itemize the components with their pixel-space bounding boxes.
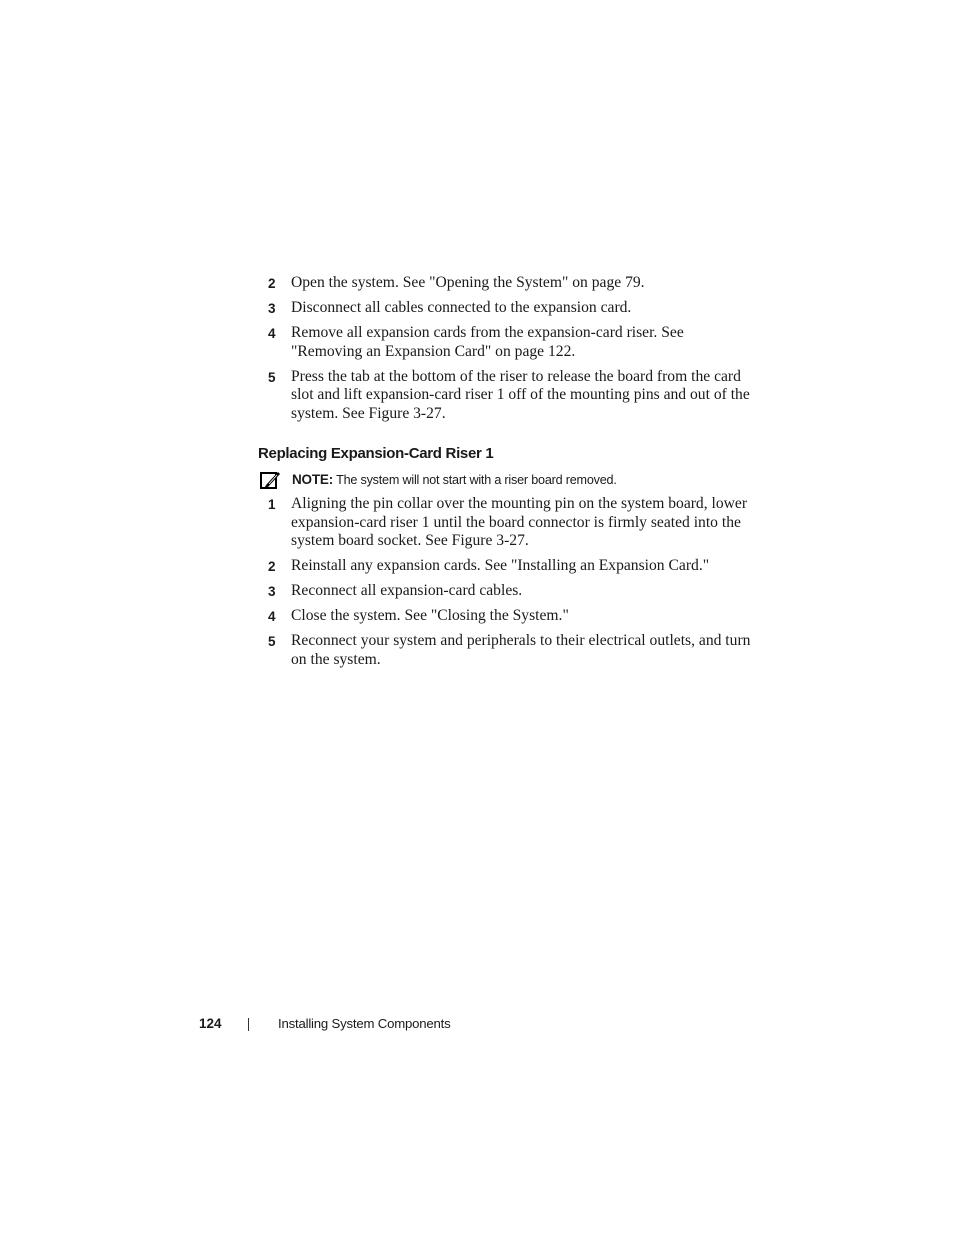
list-item (258, 495, 758, 551)
list-item (258, 632, 758, 669)
step-number: 3 (268, 584, 276, 600)
step-number: 2 (268, 276, 276, 291)
list-item (258, 582, 758, 601)
footer-separator (248, 1018, 249, 1031)
step-number: 5 (268, 369, 276, 385)
replacement-steps-list (258, 495, 758, 670)
note-box (258, 471, 758, 489)
footer-section-title: Installing System Components (278, 1016, 451, 1031)
section-heading: Replacing Expansion-Card Riser 1 (258, 444, 494, 462)
list-item (258, 607, 758, 626)
page-content (258, 274, 758, 676)
removal-steps-list (258, 274, 758, 424)
step-number: 2 (268, 559, 276, 575)
step-number: 3 (268, 301, 276, 316)
note-pencil-icon (260, 470, 281, 490)
step-number: 1 (268, 496, 276, 512)
step-number: 4 (268, 609, 276, 625)
step-text: Disconnect all cables connected to the expansion card. (291, 299, 632, 316)
list-item (258, 324, 758, 361)
step-text: Reconnect all expansion-card cables. (291, 582, 523, 600)
note-label: NOTE: (292, 471, 333, 487)
list-item (258, 274, 758, 293)
step-number: 4 (268, 326, 276, 341)
note-text: The system will not start with a riser board removed. (333, 472, 617, 487)
step-number: 5 (268, 634, 276, 650)
step-text: Close the system. See "Closing the System." (291, 607, 569, 625)
list-item (258, 557, 758, 576)
list-item (258, 368, 758, 424)
step-text: Press the tab at the bottom of the riser to release the board from the card slot and lift expansion-card riser 1 off of the mounting pins and out of the system. See Figure 3-27. (291, 367, 750, 423)
step-text: Open the system. See "Opening the System" on page 79. (291, 274, 645, 291)
step-text: Reconnect your system and peripherals to their electrical outlets, and turn on the system. (291, 632, 751, 668)
page-number: 124 (199, 1016, 222, 1031)
step-text: Aligning the pin collar over the mounting pin on the system board, lower expansion-card riser 1 until the board connector is firmly seated into the system board socket. See Figure 3-27. (291, 494, 748, 550)
step-text: Reinstall any expansion cards. See "Installing an Expansion Card." (291, 557, 710, 575)
step-text: Remove all expansion cards from the expansion-card riser. See "Removing an Expansion Card" on page 122. (291, 324, 684, 360)
list-item (258, 299, 758, 318)
